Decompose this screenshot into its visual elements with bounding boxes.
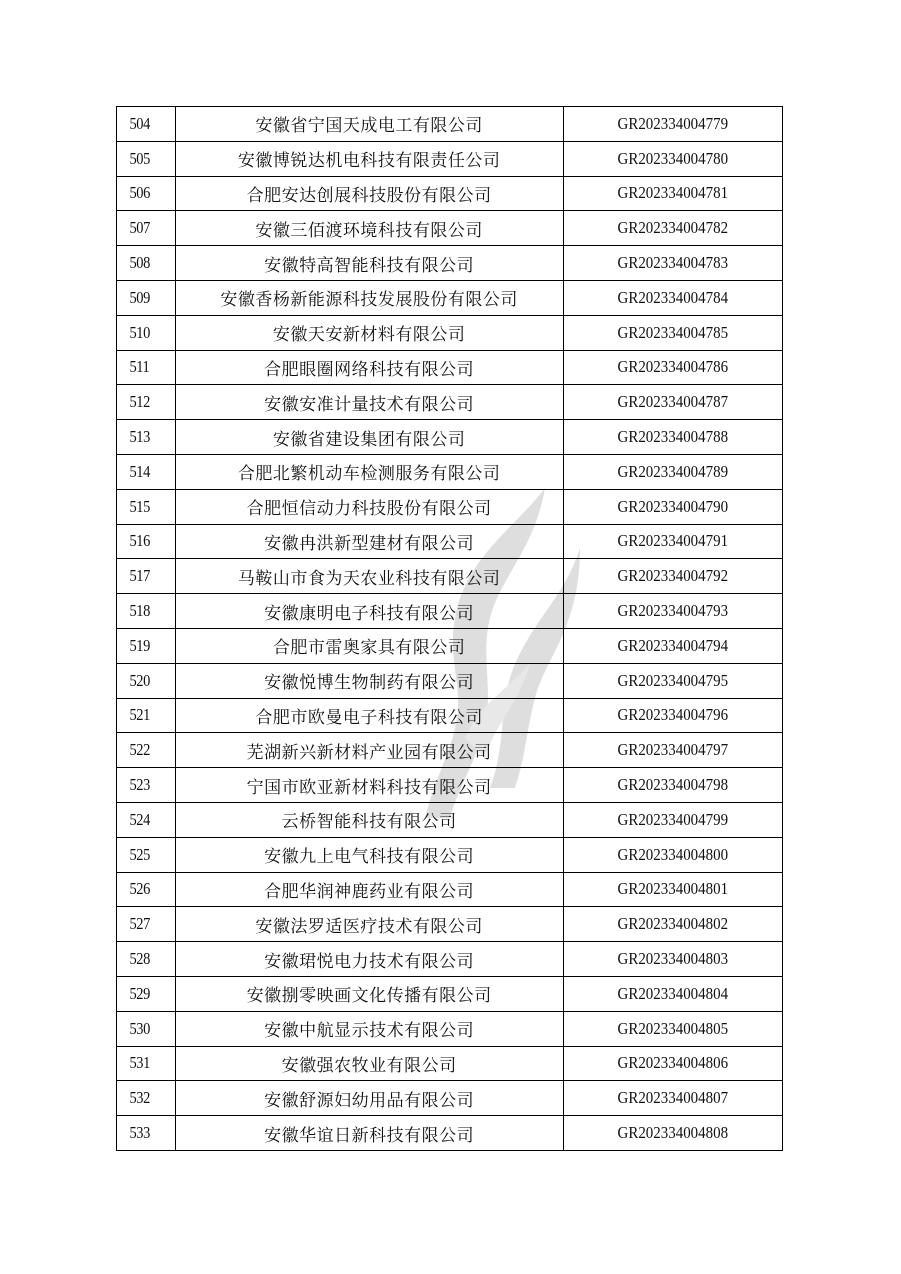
row-number-cell: 505 xyxy=(121,141,171,176)
row-number-cell: 526 xyxy=(121,872,171,907)
certificate-code-text: GR202334004803 xyxy=(617,949,729,969)
roster-table-body xyxy=(117,107,783,1151)
certificate-code-text: GR202334004794 xyxy=(617,635,729,655)
table-row xyxy=(117,698,783,733)
row-number-cell: 523 xyxy=(121,768,171,803)
company-name-cell: 合肥市雷奥家具有限公司 xyxy=(175,628,563,663)
company-name-cell: 安徽天安新材料有限公司 xyxy=(175,315,563,350)
certificate-code-cell xyxy=(563,176,782,211)
company-name-cell: 合肥市欧曼电子科技有限公司 xyxy=(175,698,563,733)
company-name-cell: 安徽强农牧业有限公司 xyxy=(175,1046,563,1081)
row-number-cell: 506 xyxy=(121,176,171,211)
certificate-code-text: GR202334004792 xyxy=(617,566,729,586)
row-number-cell: 514 xyxy=(121,454,171,489)
company-name-cell: 合肥安达创展科技股份有限公司 xyxy=(175,176,563,211)
company-name-cell: 安徽博锐达机电科技有限责任公司 xyxy=(175,141,563,176)
certificate-code-cell xyxy=(563,141,782,176)
table-row xyxy=(117,176,783,211)
certificate-code-cell xyxy=(563,733,782,768)
certificate-code-cell xyxy=(563,385,782,420)
row-number-cell: 532 xyxy=(121,1081,171,1116)
certificate-code-cell xyxy=(563,454,782,489)
certificate-code-cell xyxy=(563,976,782,1011)
certificate-code-text: GR202334004806 xyxy=(617,1053,729,1073)
certificate-code-text: GR202334004801 xyxy=(617,879,729,899)
row-number-cell: 517 xyxy=(121,559,171,594)
certificate-code-text: GR202334004804 xyxy=(617,983,729,1003)
table-row xyxy=(117,454,783,489)
certificate-code-text: GR202334004786 xyxy=(617,357,729,377)
table-row xyxy=(117,385,783,420)
certificate-code-cell xyxy=(563,872,782,907)
table-row xyxy=(117,872,783,907)
certificate-code-cell xyxy=(563,559,782,594)
company-name-cell: 芜湖新兴新材料产业园有限公司 xyxy=(175,733,563,768)
row-number-cell: 524 xyxy=(121,802,171,837)
row-number-cell: 513 xyxy=(121,420,171,455)
company-name-cell: 安徽冉洪新型建材有限公司 xyxy=(175,524,563,559)
certificate-code-text: GR202334004781 xyxy=(617,183,729,203)
certificate-code-cell xyxy=(563,1011,782,1046)
certificate-code-text: GR202334004789 xyxy=(617,461,729,481)
row-number-cell: 522 xyxy=(121,733,171,768)
certificate-code-text: GR202334004793 xyxy=(617,601,729,621)
company-name-cell: 安徽三佰渡环境科技有限公司 xyxy=(175,211,563,246)
certificate-code-text: GR202334004784 xyxy=(617,287,729,307)
certificate-code-text: GR202334004779 xyxy=(617,113,729,133)
certificate-code-text: GR202334004795 xyxy=(617,670,729,690)
company-name-cell: 安徽香杨新能源科技发展股份有限公司 xyxy=(175,280,563,315)
certificate-code-text: GR202334004790 xyxy=(617,496,729,516)
table-row xyxy=(117,942,783,977)
certificate-code-text: GR202334004797 xyxy=(617,740,729,760)
row-number-cell: 512 xyxy=(121,385,171,420)
table-row xyxy=(117,350,783,385)
company-name-cell: 安徽安准计量技术有限公司 xyxy=(175,385,563,420)
certificate-code-cell xyxy=(563,211,782,246)
row-number-cell: 531 xyxy=(121,1046,171,1081)
table-row xyxy=(117,907,783,942)
certificate-code-text: GR202334004805 xyxy=(617,1018,729,1038)
table-row xyxy=(117,594,783,629)
certificate-code-cell xyxy=(563,628,782,663)
certificate-code-text: GR202334004802 xyxy=(617,914,729,934)
company-name-cell: 安徽捌零映画文化传播有限公司 xyxy=(175,976,563,1011)
company-name-cell: 宁国市欧亚新材料科技有限公司 xyxy=(175,768,563,803)
company-name-cell: 合肥北繁机动车检测服务有限公司 xyxy=(175,454,563,489)
table-row xyxy=(117,802,783,837)
certificate-code-text: GR202334004800 xyxy=(617,844,729,864)
company-name-cell: 合肥眼圈网络科技有限公司 xyxy=(175,350,563,385)
row-number-cell: 507 xyxy=(121,211,171,246)
certificate-code-text: GR202334004808 xyxy=(617,1123,729,1142)
row-number-cell: 519 xyxy=(121,628,171,663)
table-row xyxy=(117,280,783,315)
table-row xyxy=(117,489,783,524)
row-number-cell: 504 xyxy=(121,107,171,142)
row-number-cell: 521 xyxy=(121,698,171,733)
table-row xyxy=(117,663,783,698)
certificate-code-cell xyxy=(563,1046,782,1081)
row-number-cell: 518 xyxy=(121,594,171,629)
certificate-code-cell xyxy=(563,107,782,142)
row-number-cell: 527 xyxy=(121,907,171,942)
row-number-cell: 508 xyxy=(121,246,171,281)
company-name-cell: 安徽华谊日新科技有限公司 xyxy=(175,1116,563,1151)
company-name-cell: 安徽九上电气科技有限公司 xyxy=(175,837,563,872)
row-number-cell: 525 xyxy=(121,837,171,872)
certificate-code-cell xyxy=(563,1081,782,1116)
certificate-code-text: GR202334004791 xyxy=(617,531,729,551)
table-row xyxy=(117,559,783,594)
certificate-code-text: GR202334004807 xyxy=(617,1088,729,1108)
certificate-code-text: GR202334004796 xyxy=(617,705,729,725)
company-name-cell: 安徽舒源妇幼用品有限公司 xyxy=(175,1081,563,1116)
certificate-code-cell xyxy=(563,942,782,977)
certificate-code-cell xyxy=(563,489,782,524)
table-row xyxy=(117,524,783,559)
certificate-code-cell xyxy=(563,246,782,281)
company-name-cell: 合肥华润神鹿药业有限公司 xyxy=(175,872,563,907)
certificate-code-cell xyxy=(563,280,782,315)
row-number-cell: 510 xyxy=(121,315,171,350)
certificate-code-cell xyxy=(563,663,782,698)
certificate-code-cell xyxy=(563,802,782,837)
company-name-cell: 安徽特高智能科技有限公司 xyxy=(175,246,563,281)
company-name-cell: 安徽中航显示技术有限公司 xyxy=(175,1011,563,1046)
table-row xyxy=(117,315,783,350)
company-name-cell: 合肥恒信动力科技股份有限公司 xyxy=(175,489,563,524)
enterprise-roster-table xyxy=(116,106,783,1151)
certificate-code-cell xyxy=(563,907,782,942)
certificate-code-text: GR202334004785 xyxy=(617,322,729,342)
company-name-cell: 安徽康明电子科技有限公司 xyxy=(175,594,563,629)
certificate-code-cell xyxy=(563,594,782,629)
certificate-code-text: GR202334004782 xyxy=(617,218,729,238)
table-row xyxy=(117,628,783,663)
row-number-cell: 515 xyxy=(121,489,171,524)
company-name-cell: 安徽省建设集团有限公司 xyxy=(175,420,563,455)
table-row xyxy=(117,1046,783,1081)
certificate-code-cell xyxy=(563,420,782,455)
row-number-cell: 528 xyxy=(121,942,171,977)
certificate-code-text: GR202334004787 xyxy=(617,392,729,412)
certificate-code-text: GR202334004788 xyxy=(617,427,729,447)
row-number-cell: 511 xyxy=(121,350,171,385)
row-number-cell: 529 xyxy=(121,976,171,1011)
table-row xyxy=(117,733,783,768)
certificate-code-text: GR202334004798 xyxy=(617,775,729,795)
table-row xyxy=(117,768,783,803)
company-name-cell: 安徽悦博生物制药有限公司 xyxy=(175,663,563,698)
company-name-cell: 安徽珺悦电力技术有限公司 xyxy=(175,942,563,977)
table-row xyxy=(117,976,783,1011)
certificate-code-cell xyxy=(563,768,782,803)
certificate-code-text: GR202334004783 xyxy=(617,253,729,273)
table-row xyxy=(117,420,783,455)
certificate-code-cell xyxy=(563,698,782,733)
certificate-code-cell xyxy=(563,350,782,385)
certificate-code-cell xyxy=(563,315,782,350)
certificate-code-cell xyxy=(563,1116,782,1151)
row-number-cell: 509 xyxy=(121,280,171,315)
row-number-cell: 516 xyxy=(121,524,171,559)
row-number-cell: 530 xyxy=(121,1011,171,1046)
certificate-code-cell xyxy=(563,837,782,872)
company-name-cell: 马鞍山市食为天农业科技有限公司 xyxy=(175,559,563,594)
certificate-code-text: GR202334004780 xyxy=(617,148,729,168)
certificate-code-text: GR202334004799 xyxy=(617,809,729,829)
company-name-cell: 云桥智能科技有限公司 xyxy=(175,802,563,837)
table-row xyxy=(117,211,783,246)
table-row xyxy=(117,1081,783,1116)
table-row xyxy=(117,141,783,176)
row-number-cell: 533 xyxy=(121,1116,171,1151)
row-number-cell: 520 xyxy=(121,663,171,698)
company-name-cell: 安徽省宁国天成电工有限公司 xyxy=(175,107,563,142)
certificate-code-cell xyxy=(563,524,782,559)
table-row xyxy=(117,837,783,872)
table-row xyxy=(117,1011,783,1046)
table-row xyxy=(117,246,783,281)
table-row xyxy=(117,107,783,142)
company-name-cell: 安徽法罗适医疗技术有限公司 xyxy=(175,907,563,942)
table-row xyxy=(117,1116,783,1151)
